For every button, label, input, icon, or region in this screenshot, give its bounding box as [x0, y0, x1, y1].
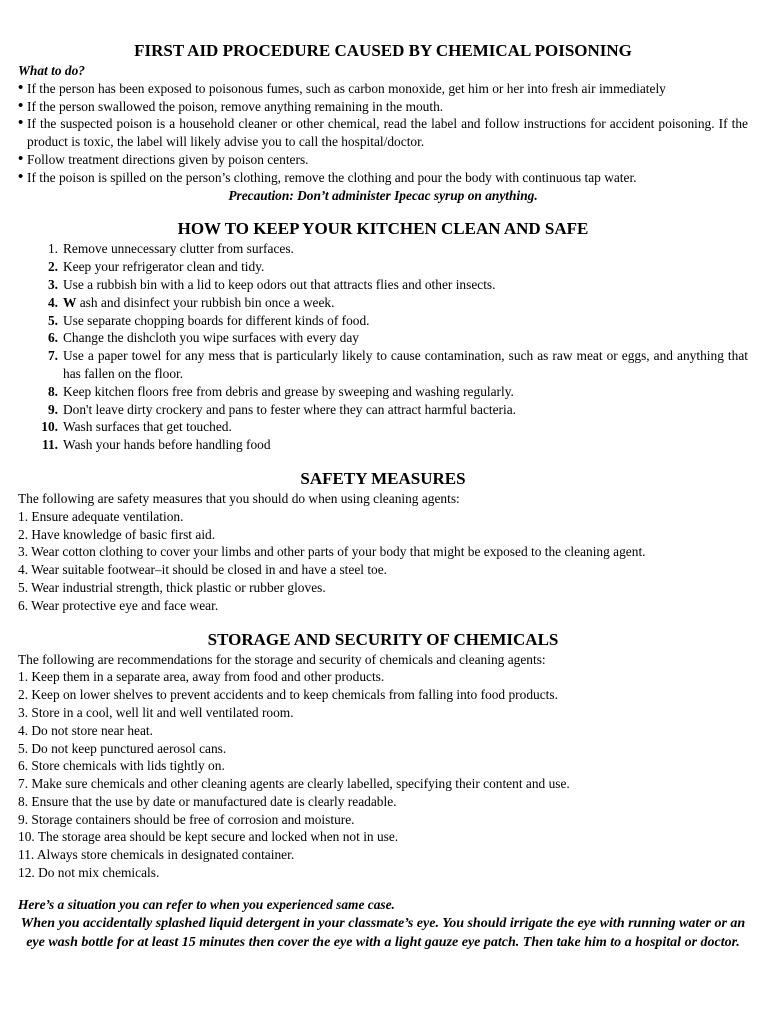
item-text: Wash your hands before handling food	[63, 437, 271, 453]
bullet-item: • If the person swallowed the poison, remove anything remaining in the mouth.	[18, 98, 748, 116]
safety-intro: The following are safety measures that you should do when using cleaning agents:	[18, 490, 460, 506]
list-item: 6. Wear protective eye and face wear.	[18, 597, 219, 613]
item-number: 11.	[42, 437, 58, 453]
item-text: Wash surfaces that get touched.	[63, 419, 232, 435]
item-text: Remove unnecessary clutter from surfaces.	[63, 241, 294, 257]
storage-list	[18, 668, 748, 882]
item-number: 10.	[41, 419, 58, 435]
item-text	[58, 294, 748, 312]
first-aid-title: FIRST AID PROCEDURE CAUSED BY CHEMICAL POISONING	[134, 41, 632, 60]
list-item	[18, 329, 748, 347]
item-number: 7.	[47, 348, 58, 364]
bullet-item: • If the poison is spilled on the person’s clothing, remove the clothing and pour the body with continuous tap water.	[18, 169, 748, 187]
document-page	[18, 40, 748, 953]
first-aid-bullet-list	[18, 80, 748, 187]
list-item: 6. Store chemicals with lids tightly on.	[18, 758, 225, 774]
bullet-item: • If the person has been exposed to poisonous fumes, such as carbon monoxide, get him or her into fresh air immediately	[18, 80, 748, 98]
kitchen-list	[18, 240, 748, 454]
list-item: 10. The storage area should be kept secure and locked when not in use.	[18, 829, 399, 845]
list-item: 2. Keep on lower shelves to prevent accidents and to keep chemicals from falling into food products.	[18, 687, 558, 703]
list-item	[18, 276, 748, 294]
safety-measures-title: SAFETY MEASURES	[300, 468, 466, 488]
list-item: 2. Have knowledge of basic first aid.	[18, 526, 216, 542]
item-number: 1.	[47, 241, 58, 257]
item-text: Keep kitchen floors free from debris and grease by sweeping and washing regularly.	[63, 383, 514, 399]
item-number: 2.	[47, 259, 58, 275]
list-item	[18, 347, 748, 383]
precaution-note: Precaution: Don’t administer Ipecac syrup on anything.	[228, 187, 538, 203]
list-item: 7. Make sure chemicals and other cleaning agents are clearly labelled, specifying their content and use.	[18, 776, 570, 792]
list-item: 3. Wear cotton clothing to cover your limbs and other parts of your body that might be exposed to the cleaning agent.	[18, 544, 646, 560]
list-item: 1. Ensure adequate ventilation.	[18, 508, 184, 524]
item-text: Don't leave dirty crockery and pans to fester where they can attract harmful bacteria.	[63, 401, 517, 417]
item-number: 4.	[47, 294, 58, 310]
list-item	[18, 401, 748, 419]
item-text-rest: ash and disinfect your rubbish bin once a week.	[76, 294, 335, 310]
list-item: 1. Keep them in a separate area, away from food and other products.	[18, 669, 385, 685]
storage-intro: The following are recommendations for the storage and security of chemicals and cleaning agents:	[18, 651, 546, 667]
list-item	[18, 312, 748, 330]
list-item: 4. Do not store near heat.	[18, 722, 153, 738]
item-number: 8.	[47, 383, 58, 399]
situation-lead: Here’s a situation you can refer to when you experienced same case.	[18, 896, 395, 912]
list-item: 4. Wear suitable footwear–it should be closed in and have a steel toe.	[18, 562, 388, 578]
item-number: 6.	[47, 330, 58, 346]
item-text: Use separate chopping boards for different kinds of food.	[63, 312, 370, 328]
storage-title: STORAGE AND SECURITY OF CHEMICALS	[207, 629, 559, 649]
situation-body: When you accidentally splashed liquid detergent in your classmate’s eye. You should irrigate the eye with running water or an eye wash bottle for at least 15 minutes then cover the eye with a light gauze eye patch. Then take him to a hospital or doctor.	[20, 915, 746, 951]
list-item	[18, 240, 748, 258]
item-text: Keep your refrigerator clean and tidy.	[63, 259, 265, 275]
item-lead-letter: W	[63, 294, 77, 310]
list-item: 11. Always store chemicals in designated container.	[18, 847, 295, 863]
list-item: 3. Store in a cool, well lit and well ventilated room.	[18, 704, 294, 720]
list-item: 5. Do not keep punctured aerosol cans.	[18, 740, 227, 756]
list-item: 5. Wear industrial strength, thick plastic or rubber gloves.	[18, 579, 326, 595]
list-item	[18, 418, 748, 436]
bullet-item: • Follow treatment directions given by poison centers.	[18, 151, 748, 169]
list-item	[18, 436, 748, 454]
item-text: Change the dishcloth you wipe surfaces with every day	[63, 330, 359, 346]
item-number: 9.	[47, 401, 58, 417]
bullet-item: • If the suspected poison is a household cleaner or other chemical, read the label and follow instructions for accident poisoning. If the product is toxic, the label will likely advise you to call the hospital/doctor.	[18, 115, 748, 151]
list-item: 12. Do not mix chemicals.	[18, 865, 160, 881]
list-item	[18, 294, 748, 312]
item-text: Use a rubbish bin with a lid to keep odors out that attracts flies and other insects.	[63, 276, 496, 292]
what-to-do-subtitle: What to do?	[18, 63, 85, 78]
list-item: 8. Ensure that the use by date or manufactured date is clearly readable.	[18, 793, 397, 809]
item-number: 5.	[47, 312, 58, 328]
kitchen-title: HOW TO KEEP YOUR KITCHEN CLEAN AND SAFE	[177, 219, 589, 239]
list-item	[18, 383, 748, 401]
safety-list	[18, 508, 748, 615]
item-number: 3.	[47, 276, 58, 292]
item-text: Use a paper towel for any mess that is particularly likely to cause contamination, such as raw meat or eggs, and anything that has fallen on the floor.	[63, 348, 748, 381]
list-item	[18, 258, 748, 276]
list-item: 9. Storage containers should be free of corrosion and moisture.	[18, 811, 355, 827]
